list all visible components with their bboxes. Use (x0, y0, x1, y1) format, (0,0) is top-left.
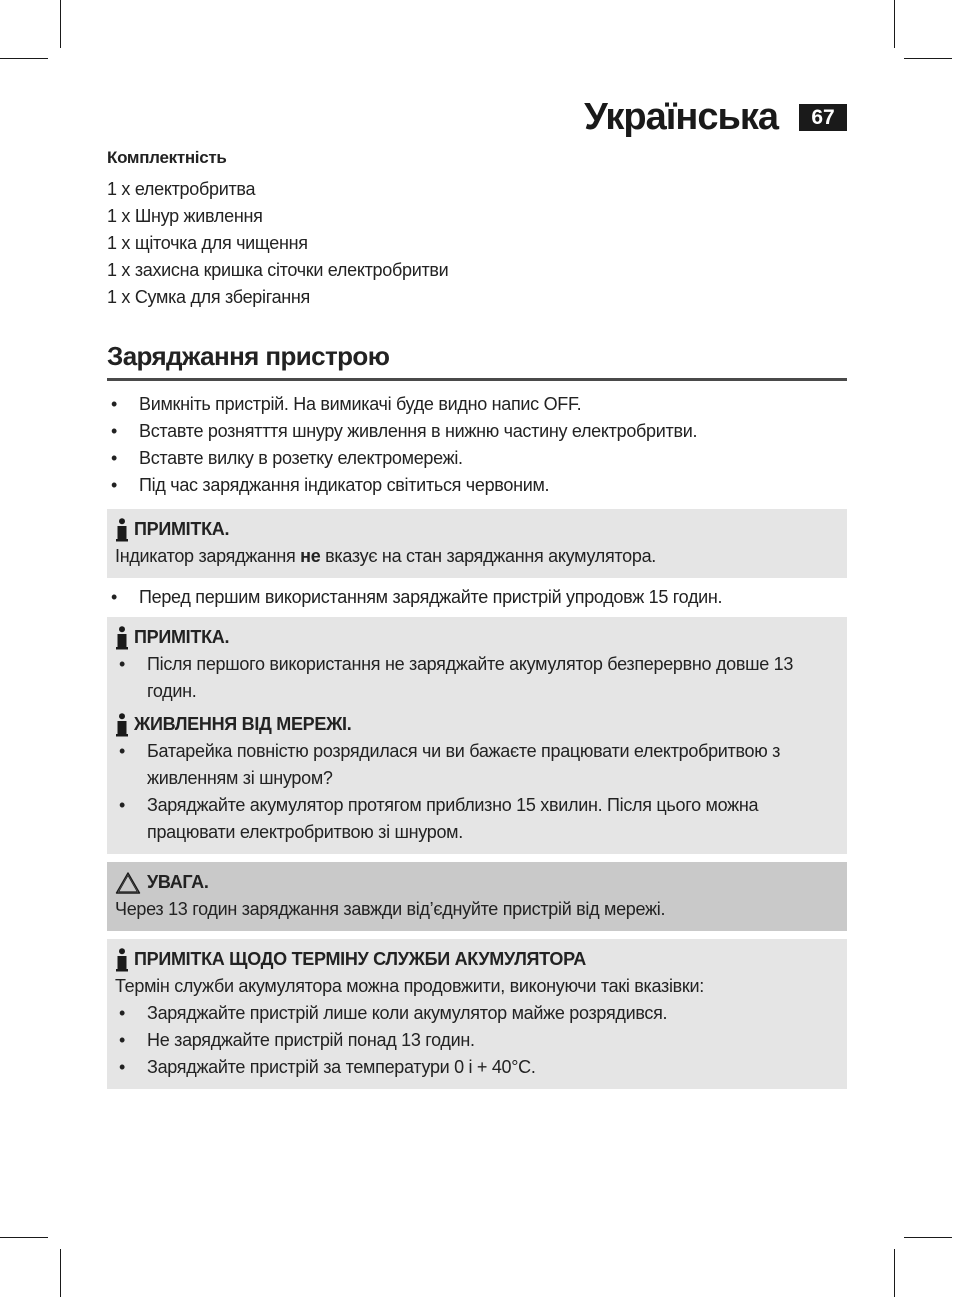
note-subtitle-text: ЖИВЛЕННЯ ВІД МЕРЕЖІ. (134, 714, 352, 734)
list-item (115, 1054, 839, 1081)
contents-item: 1 x Шнур живлення (107, 206, 263, 226)
note-list (115, 1000, 839, 1081)
contents-item: 1 x електробритва (107, 179, 256, 199)
list-item-text: Батарейка повністю розрядилася чи ви бажаєте працювати електробритвою з живленням зі шнуром? (147, 741, 781, 788)
warning-title-text: УВАГА. (147, 872, 209, 892)
note-text-emphasis: не (300, 546, 321, 566)
list-item (115, 792, 839, 846)
note-title (115, 624, 839, 651)
page-content (107, 146, 847, 1089)
list-item (107, 584, 847, 611)
contents-heading: Комплектність (107, 148, 227, 167)
note-list (115, 651, 839, 705)
list-item (115, 738, 839, 792)
note-text-part: Індикатор заряджання (115, 546, 301, 566)
bullet-icon: • (111, 475, 118, 495)
list-item-text: Вимкніть пристрій. На вимикачі буде видно напис OFF. (139, 394, 582, 414)
page-language-title: Українська (584, 96, 778, 138)
bullet-icon: • (119, 1030, 126, 1050)
note-box (107, 509, 847, 578)
list-item-text: Вставте вилку в розетку електромережі. (139, 448, 463, 468)
list-item-text: Заряджайте акумулятор протягом приблизно 15 хвилин. Після цього можна працювати електробритвою зі шнуром. (147, 795, 759, 842)
note-box (107, 617, 847, 854)
bullet-icon: • (119, 795, 126, 815)
bullet-icon: • (119, 741, 126, 761)
contents-item: 1 x Сумка для зберігання (107, 287, 311, 307)
bullet-icon: • (119, 1057, 126, 1077)
note-subtitle (115, 711, 839, 738)
note-intro: Термін служби акумулятора можна продовжити, виконуючи такі вказівки: (115, 976, 704, 996)
list-item-text: Заряджайте пристрій лише коли акумулятор майже розрядився. (147, 1003, 668, 1023)
note-title (115, 946, 839, 973)
list-item-text: Не заряджайте пристрій понад 13 годин. (147, 1030, 475, 1050)
crop-mark (904, 58, 952, 59)
note-title-text: ПРИМІТКА. (134, 627, 230, 647)
note-title-text: ПРИМІТКА. (134, 519, 230, 539)
contents-list (107, 176, 847, 311)
crop-mark (60, 0, 61, 48)
crop-mark (60, 1249, 61, 1297)
bullet-icon: • (111, 394, 118, 414)
list-item-text: Вставте рознятття шнуру живлення в нижню частину електробритви. (139, 421, 698, 441)
charging-steps-list-2 (107, 584, 847, 611)
list-item-text: Перед першим використанням заряджайте пристрій упродовж 15 годин. (139, 587, 723, 607)
contents-item: 1 x щіточка для чищення (107, 233, 308, 253)
list-item-text: Під час заряджання індикатор світиться червоним. (139, 475, 550, 495)
bullet-icon: • (111, 448, 118, 468)
crop-mark (0, 1237, 48, 1238)
info-icon (115, 713, 129, 737)
section-heading-charging: Заряджання пристрою (107, 338, 847, 381)
crop-mark (894, 1249, 895, 1297)
note-title (115, 516, 839, 543)
contents-item: 1 x захисна кришка сіточки електробритви (107, 260, 449, 280)
note-list (115, 738, 839, 846)
list-item (115, 1027, 839, 1054)
charging-steps-list (107, 391, 847, 499)
list-item (107, 472, 847, 499)
crop-mark (904, 1237, 952, 1238)
list-item (107, 391, 847, 418)
list-item (107, 418, 847, 445)
note-text-part: вказує на стан заряджання акумулятора. (320, 546, 656, 566)
note-text (115, 543, 839, 570)
warning-text: Через 13 годин заряджання завжди від’єднуйте пристрій від мережі. (115, 899, 666, 919)
bullet-icon: • (111, 587, 118, 607)
info-icon (115, 948, 129, 972)
list-item (107, 445, 847, 472)
bullet-icon: • (111, 421, 118, 441)
list-item-text: Після першого використання не заряджайте акумулятор безперервно довше 13 годин. (147, 654, 794, 701)
crop-mark (894, 0, 895, 48)
warning-triangle-icon (115, 871, 141, 895)
battery-note-box (107, 939, 847, 1089)
page-number-badge: 67 (799, 104, 847, 131)
info-icon (115, 518, 129, 542)
list-item (115, 651, 839, 705)
crop-mark (0, 58, 48, 59)
warning-box (107, 862, 847, 931)
list-item (115, 1000, 839, 1027)
info-icon (115, 626, 129, 650)
bullet-icon: • (119, 1003, 126, 1023)
warning-title (115, 869, 839, 896)
note-title-text: ПРИМІТКА ЩОДО ТЕРМІНУ СЛУЖБИ АКУМУЛЯТОРА (134, 949, 586, 969)
bullet-icon: • (119, 654, 126, 674)
list-item-text: Заряджайте пристрій за температури 0 і + 40°C. (147, 1057, 536, 1077)
